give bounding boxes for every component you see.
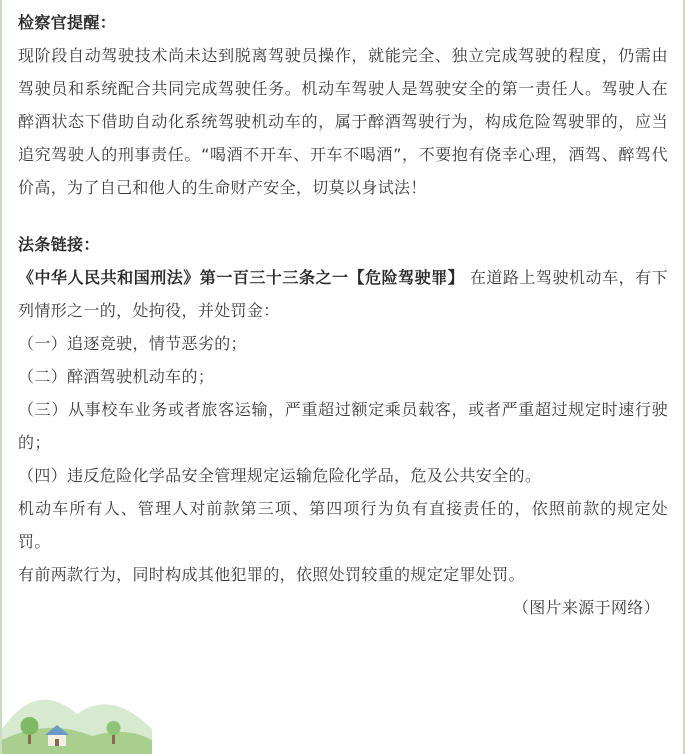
law-paragraph-3: 有前两款行为，同时构成其他犯罪的，依照处罚较重的规定定罪处罚。 bbox=[18, 565, 525, 584]
reminder-paragraph: 现阶段自动驾驶技术尚未达到脱离驾驶员操作，就能完全、独立完成驾驶的程度，仍需由驾驶员和系统配合共同完成驾驶任务。机动车驾驶人是驾驶安全的第一责任人。驾驶人在醉酒状态下借助自动化系统驾驶机动车的，属于醉酒驾驶行为，构成危险驾驶罪的，应当追究驾驶人的刑事责任。“喝酒不开车、开车不喝酒”，不要抱有侥幸心理，酒驾、醉驾代价高，为了自己和他人的生命财产安全，切莫以身试法！ bbox=[18, 46, 668, 197]
law-item-1: （一）追逐竞驶，情节恶劣的； bbox=[18, 334, 247, 353]
law-article-title: 《中华人民共和国刑法》第一百三十三条之一【危险驾驶罪】 bbox=[18, 268, 465, 287]
law-article-paragraph bbox=[18, 261, 668, 327]
law-item-4: （四）违反危险化学品安全管理规定运输危险化学品，危及公共安全的。 bbox=[18, 466, 542, 485]
law-item-3: （三）从事校车业务或者旅客运输，严重超过额定乘员载客，或者严重超过规定时速行驶的； bbox=[18, 400, 668, 452]
law-link-heading: 法条链接： bbox=[18, 235, 100, 254]
law-paragraph-2: 机动车所有人、管理人对前款第三项、第四项行为负有直接责任的，依照前款的规定处罚。 bbox=[18, 499, 668, 551]
law-item-2: （二）醉酒驾驶机动车的； bbox=[18, 367, 215, 386]
law-article-intro: 在道路上驾驶机动车，有下列情形之一的，处拘役，并处罚金： bbox=[18, 268, 669, 320]
landscape-scenery-icon bbox=[2, 674, 152, 754]
reminder-heading: 检察官提醒： bbox=[18, 13, 117, 32]
image-source-note: （图片来源于网络） bbox=[512, 598, 660, 617]
article-content bbox=[18, 6, 668, 624]
section-gap bbox=[18, 204, 668, 228]
